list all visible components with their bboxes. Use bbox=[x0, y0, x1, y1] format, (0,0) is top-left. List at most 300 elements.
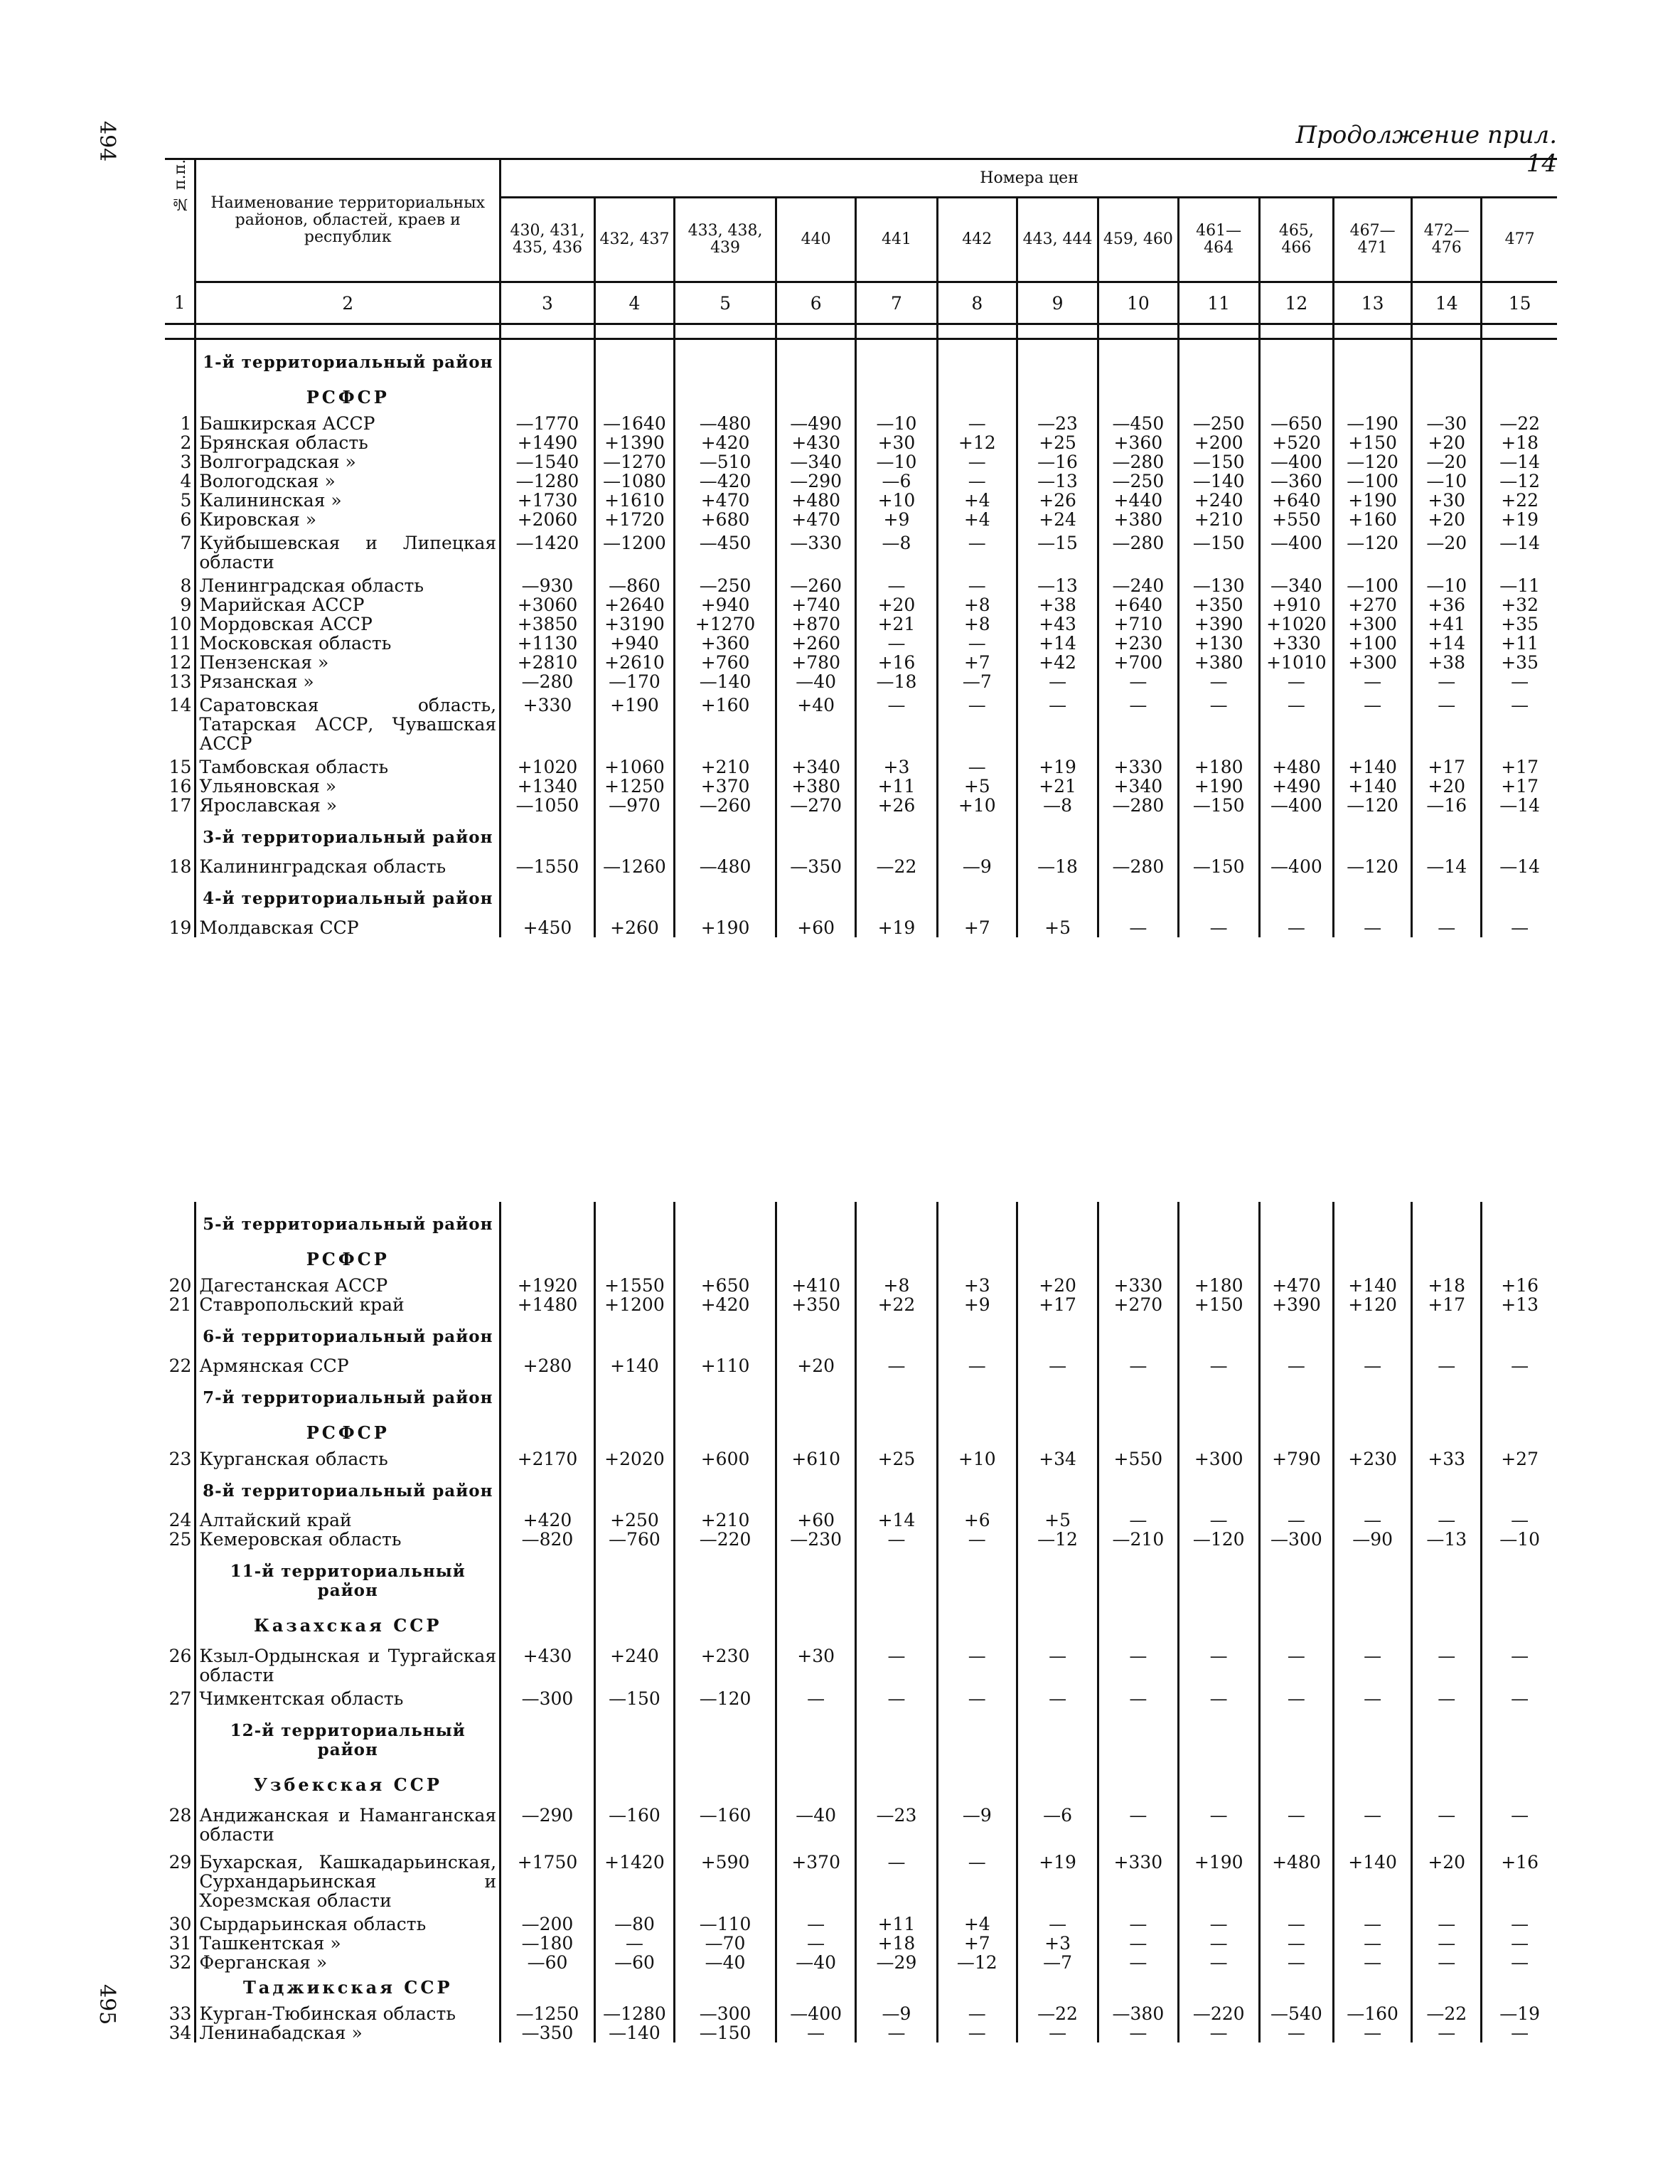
region-group-row bbox=[165, 876, 1557, 918]
empty-cell bbox=[1017, 1549, 1098, 1610]
price-adjustment-value: — bbox=[856, 691, 937, 757]
empty-cell bbox=[1333, 1469, 1411, 1511]
price-adjustment-value: — bbox=[1333, 918, 1411, 937]
territory-name: Тамбовская область bbox=[196, 757, 501, 777]
empty-cell bbox=[1482, 1972, 1557, 2004]
row-number: 25 bbox=[168, 1529, 192, 1550]
row-number bbox=[165, 1202, 196, 1244]
price-adjustment-value: — bbox=[1017, 691, 1098, 757]
empty-cell bbox=[1482, 876, 1557, 918]
price-adjustment-value: +13 bbox=[1482, 1295, 1557, 1314]
row-number bbox=[165, 1314, 196, 1356]
price-adjustment-value: +940 bbox=[594, 634, 674, 653]
table-row bbox=[165, 1356, 1557, 1375]
price-adjustment-value: — bbox=[1412, 1934, 1482, 1953]
price-adjustment-value: +240 bbox=[594, 1642, 674, 1689]
price-adjustment-value: +1610 bbox=[594, 491, 674, 510]
price-adjustment-value: — bbox=[1098, 1642, 1178, 1689]
row-number bbox=[165, 1769, 196, 1801]
territory-name: Марийская АССР bbox=[196, 595, 501, 614]
price-adjustment-value: —540 bbox=[1259, 2004, 1333, 2023]
table-row bbox=[165, 2023, 1557, 2042]
price-adjustment-value: +190 bbox=[1178, 1848, 1259, 1914]
empty-cell bbox=[1178, 1549, 1259, 1610]
price-adjustment-value: —1770 bbox=[501, 414, 595, 433]
price-adjustment-value: +2810 bbox=[501, 653, 595, 672]
empty-cell bbox=[1259, 1314, 1333, 1356]
territory-name: Алтайский край bbox=[196, 1511, 501, 1530]
price-adjustment-value: —280 bbox=[501, 672, 595, 691]
price-adjustment-value: —130 bbox=[1178, 576, 1259, 595]
price-adjustment-value: — bbox=[1017, 672, 1098, 691]
empty-cell bbox=[776, 1610, 856, 1642]
price-adjustment-value: — bbox=[1333, 1642, 1411, 1689]
empty-cell bbox=[1259, 815, 1333, 857]
price-adjustment-value: +790 bbox=[1259, 1449, 1333, 1469]
price-adjustment-value: — bbox=[1333, 672, 1411, 691]
price-adjustment-value: — bbox=[1482, 1642, 1557, 1689]
price-adjustment-value: —200 bbox=[501, 1914, 595, 1934]
price-adjustment-value: — bbox=[1017, 2023, 1098, 2042]
empty-cell bbox=[937, 1469, 1017, 1511]
price-adjustment-value: — bbox=[856, 1848, 937, 1914]
price-adjustment-value: — bbox=[856, 1530, 937, 1549]
empty-cell bbox=[675, 1469, 776, 1511]
row-number: 32 bbox=[168, 1952, 192, 1973]
price-adjustment-value: —9 bbox=[937, 857, 1017, 876]
price-adjustment-value: +120 bbox=[1333, 1295, 1411, 1314]
price-adjustment-value: — bbox=[1017, 1914, 1098, 1934]
price-adjustment-value: — bbox=[937, 452, 1017, 472]
price-adjustment-value: —150 bbox=[1178, 452, 1259, 472]
price-adjustment-value: +240 bbox=[1178, 491, 1259, 510]
price-adjustment-value: +40 bbox=[776, 691, 856, 757]
republic-label: Узбекская ССР bbox=[196, 1769, 501, 1801]
empty-cell bbox=[776, 1314, 856, 1356]
row-number: 26 bbox=[168, 1646, 192, 1666]
price-adjustment-value: —16 bbox=[1412, 796, 1482, 815]
row-number bbox=[165, 1972, 196, 2004]
price-adjustment-value: — bbox=[1098, 1801, 1178, 1848]
price-adjustment-value: —180 bbox=[501, 1934, 595, 1953]
territory-name: Мордовская АССР bbox=[196, 614, 501, 634]
empty-cell bbox=[856, 1972, 937, 2004]
row-number bbox=[165, 1375, 196, 1417]
price-adjustment-value: +420 bbox=[501, 1511, 595, 1530]
price-adjustment-value: —100 bbox=[1333, 576, 1411, 595]
territory-name: Ставропольский край bbox=[196, 1295, 501, 1314]
empty-cell bbox=[501, 339, 595, 383]
empty-cell bbox=[594, 1375, 674, 1417]
empty-cell bbox=[675, 1549, 776, 1610]
price-adjustment-value: +140 bbox=[1333, 757, 1411, 777]
price-column-header: 432, 437 bbox=[594, 198, 674, 282]
price-adjustment-value: —400 bbox=[776, 2004, 856, 2023]
empty-cell bbox=[675, 1417, 776, 1449]
row-number: 30 bbox=[168, 1914, 192, 1934]
empty-cell bbox=[1333, 1708, 1411, 1769]
price-adjustment-value: — bbox=[1412, 2023, 1482, 2042]
price-adjustment-value: +710 bbox=[1098, 614, 1178, 634]
price-adjustment-value: +4 bbox=[937, 491, 1017, 510]
price-adjustment-value: +140 bbox=[594, 1356, 674, 1375]
price-adjustment-value: —7 bbox=[1017, 1953, 1098, 1972]
price-adjustment-value: +330 bbox=[1098, 757, 1178, 777]
price-adjustment-value: —23 bbox=[1017, 414, 1098, 433]
table-row bbox=[165, 2004, 1557, 2023]
price-adjustment-value: —280 bbox=[1098, 796, 1178, 815]
price-adjustment-value: —1050 bbox=[501, 796, 595, 815]
empty-cell bbox=[1098, 1708, 1178, 1769]
price-adjustment-value: +260 bbox=[594, 918, 674, 937]
row-number bbox=[165, 339, 196, 383]
price-adjustment-value: +150 bbox=[1178, 1295, 1259, 1314]
price-adjustment-value: — bbox=[937, 576, 1017, 595]
spacer-cell bbox=[1098, 324, 1178, 339]
price-adjustment-value: —18 bbox=[1017, 857, 1098, 876]
empty-cell bbox=[937, 876, 1017, 918]
empty-cell bbox=[776, 815, 856, 857]
row-number bbox=[165, 382, 196, 414]
empty-cell bbox=[1412, 1769, 1482, 1801]
price-adjustment-value: —9 bbox=[937, 1801, 1017, 1848]
empty-cell bbox=[1333, 1549, 1411, 1610]
price-column-header: 459, 460 bbox=[1098, 198, 1178, 282]
empty-cell bbox=[776, 1708, 856, 1769]
row-number: 9 bbox=[180, 595, 192, 615]
price-adjustment-value: —270 bbox=[776, 796, 856, 815]
row-number bbox=[165, 1469, 196, 1511]
territory-name: Калининская » bbox=[196, 491, 501, 510]
price-adjustment-value: — bbox=[937, 2004, 1017, 2023]
empty-cell bbox=[501, 1549, 595, 1610]
empty-cell bbox=[1412, 1972, 1482, 2004]
empty-cell bbox=[856, 1417, 937, 1449]
spacer-cell bbox=[501, 324, 595, 339]
empty-cell bbox=[1178, 1202, 1259, 1244]
empty-cell bbox=[1098, 876, 1178, 918]
empty-cell bbox=[1017, 339, 1098, 383]
table-row bbox=[165, 1934, 1557, 1953]
price-adjustment-value: — bbox=[1098, 672, 1178, 691]
price-adjustment-value: +410 bbox=[776, 1276, 856, 1295]
price-adjustment-value: +160 bbox=[1333, 510, 1411, 529]
price-adjustment-value: —1540 bbox=[501, 452, 595, 472]
table-row bbox=[165, 1295, 1557, 1314]
table-row bbox=[165, 1276, 1557, 1295]
territory-name: Ленинабадская » bbox=[196, 2023, 501, 2042]
row-number: 33 bbox=[168, 2003, 192, 2024]
price-adjustment-value: +18 bbox=[1482, 433, 1557, 452]
empty-cell bbox=[1412, 815, 1482, 857]
price-adjustment-value: +480 bbox=[776, 491, 856, 510]
price-adjustment-value: +20 bbox=[776, 1356, 856, 1375]
price-adjustment-value: — bbox=[1259, 1642, 1333, 1689]
price-adjustment-value: +550 bbox=[1098, 1449, 1178, 1469]
price-adjustment-value: +470 bbox=[776, 510, 856, 529]
empty-cell bbox=[1482, 1610, 1557, 1642]
price-adjustment-value: —400 bbox=[1259, 857, 1333, 876]
empty-cell bbox=[1482, 1202, 1557, 1244]
price-adjustment-value: — bbox=[1333, 1689, 1411, 1708]
empty-cell bbox=[594, 815, 674, 857]
price-adjustment-value: — bbox=[1017, 1642, 1098, 1689]
price-adjustment-value: +19 bbox=[1017, 757, 1098, 777]
spacer-cell bbox=[776, 324, 856, 339]
price-adjustment-value: — bbox=[937, 757, 1017, 777]
empty-cell bbox=[776, 1202, 856, 1244]
price-adjustment-value: — bbox=[1098, 2023, 1178, 2042]
region-group-row bbox=[165, 1202, 1557, 1244]
empty-cell bbox=[1482, 815, 1557, 857]
spacer-cell bbox=[937, 324, 1017, 339]
empty-cell bbox=[501, 876, 595, 918]
region-group-label: 8-й территориальный район bbox=[196, 1469, 501, 1511]
empty-cell bbox=[856, 1610, 937, 1642]
price-adjustment-value: +5 bbox=[1017, 1511, 1098, 1530]
table-row bbox=[165, 672, 1557, 691]
price-adjustment-value: —290 bbox=[501, 1801, 595, 1848]
price-adjustment-value: +590 bbox=[675, 1848, 776, 1914]
price-adjustment-value: — bbox=[1178, 1934, 1259, 1953]
price-adjustment-value: —40 bbox=[776, 1953, 856, 1972]
price-adjustment-value: +1750 bbox=[501, 1848, 595, 1914]
price-adjustment-value: —250 bbox=[675, 576, 776, 595]
price-adjustment-value: +1130 bbox=[501, 634, 595, 653]
territory-name: Кировская » bbox=[196, 510, 501, 529]
price-adjustment-value: +390 bbox=[1178, 614, 1259, 634]
column-number: 4 bbox=[594, 282, 674, 324]
table-row bbox=[165, 491, 1557, 510]
price-adjustment-value: +1060 bbox=[594, 757, 674, 777]
price-adjustment-value: —18 bbox=[856, 672, 937, 691]
territory-name: Курган-Тюбинская область bbox=[196, 2004, 501, 2023]
price-adjustment-value: — bbox=[1412, 672, 1482, 691]
empty-cell bbox=[1098, 1202, 1178, 1244]
table-row bbox=[165, 472, 1557, 491]
price-adjustment-value: — bbox=[937, 472, 1017, 491]
empty-cell bbox=[501, 1202, 595, 1244]
price-adjustment-value: — bbox=[1482, 1689, 1557, 1708]
empty-cell bbox=[856, 815, 937, 857]
price-adjustment-value: —1280 bbox=[594, 2004, 674, 2023]
price-adjustment-value: —22 bbox=[1482, 414, 1557, 433]
price-adjustment-value: — bbox=[937, 1642, 1017, 1689]
territory-name: Пензенская » bbox=[196, 653, 501, 672]
spacer-cell bbox=[1017, 324, 1098, 339]
empty-cell bbox=[675, 382, 776, 414]
empty-cell bbox=[1333, 1417, 1411, 1449]
column-number: 9 bbox=[1017, 282, 1098, 324]
empty-cell bbox=[937, 1244, 1017, 1276]
price-adjustment-value: —290 bbox=[776, 472, 856, 491]
price-adjustment-value: +250 bbox=[594, 1511, 674, 1530]
price-adjustment-value: +17 bbox=[1412, 757, 1482, 777]
empty-cell bbox=[937, 339, 1017, 383]
price-adjustment-value: — bbox=[937, 634, 1017, 653]
price-adjustment-value: —1420 bbox=[501, 529, 595, 576]
price-column-header: 441 bbox=[856, 198, 937, 282]
price-adjustment-value: — bbox=[1333, 1934, 1411, 1953]
price-adjustment-value: +16 bbox=[1482, 1848, 1557, 1914]
column-number: 1 bbox=[165, 282, 196, 324]
empty-cell bbox=[1412, 339, 1482, 383]
empty-cell bbox=[675, 1769, 776, 1801]
price-adjustment-value: +10 bbox=[937, 1449, 1017, 1469]
row-number: 22 bbox=[168, 1355, 192, 1376]
price-adjustment-value: —230 bbox=[776, 1530, 856, 1549]
region-group-label: 3-й территориальный район bbox=[196, 815, 501, 857]
price-adjustment-value: — bbox=[1259, 1801, 1333, 1848]
empty-cell bbox=[1259, 1708, 1333, 1769]
price-adjustment-value: +22 bbox=[1482, 491, 1557, 510]
price-adjustment-value: — bbox=[1412, 1801, 1482, 1848]
price-adjustment-value: — bbox=[776, 1934, 856, 1953]
price-adjustment-value: +350 bbox=[776, 1295, 856, 1314]
table-row bbox=[165, 595, 1557, 614]
empty-cell bbox=[1017, 1708, 1098, 1769]
empty-cell bbox=[1482, 1375, 1557, 1417]
price-adjustment-value: +21 bbox=[1017, 777, 1098, 796]
price-column-header: 443, 444 bbox=[1017, 198, 1098, 282]
empty-cell bbox=[1482, 1469, 1557, 1511]
republic-label: РСФСР bbox=[196, 382, 501, 414]
empty-cell bbox=[856, 1314, 937, 1356]
empty-cell bbox=[1482, 1769, 1557, 1801]
price-adjustment-value: — bbox=[856, 1642, 937, 1689]
price-adjustment-value: —400 bbox=[1259, 452, 1333, 472]
price-column-header: 433, 438, 439 bbox=[675, 198, 776, 282]
table-row bbox=[165, 691, 1557, 757]
price-adjustment-value: — bbox=[1333, 1511, 1411, 1530]
empty-cell bbox=[856, 1469, 937, 1511]
territory-name: Кемеровская область bbox=[196, 1530, 501, 1549]
price-adjustment-value: —1080 bbox=[594, 472, 674, 491]
empty-cell bbox=[1017, 1610, 1098, 1642]
territory-name: Кзыл-Ордынская и Тургайская области bbox=[196, 1642, 501, 1689]
empty-cell bbox=[1412, 1417, 1482, 1449]
price-adjustment-value: +520 bbox=[1259, 433, 1333, 452]
row-number: 8 bbox=[180, 575, 192, 596]
empty-cell bbox=[1017, 1417, 1098, 1449]
empty-cell bbox=[594, 1202, 674, 1244]
price-column-header: 467—471 bbox=[1333, 198, 1411, 282]
price-adjustment-value: —30 bbox=[1412, 414, 1482, 433]
table-row bbox=[165, 529, 1557, 576]
row-number: 1 bbox=[180, 413, 192, 434]
table-row bbox=[165, 433, 1557, 452]
price-adjustment-value: —240 bbox=[1098, 576, 1178, 595]
price-adjustment-value: +6 bbox=[937, 1511, 1017, 1530]
price-adjustment-value: —650 bbox=[1259, 414, 1333, 433]
empty-cell bbox=[501, 1314, 595, 1356]
price-adjustment-value: +380 bbox=[1178, 653, 1259, 672]
price-adjustment-value: — bbox=[856, 1356, 937, 1375]
price-adjustment-value: +11 bbox=[856, 777, 937, 796]
table-row bbox=[165, 1801, 1557, 1848]
price-column-header: 477 bbox=[1482, 198, 1557, 282]
empty-cell bbox=[1259, 1610, 1333, 1642]
empty-cell bbox=[501, 1244, 595, 1276]
price-adjustment-value: +210 bbox=[675, 1511, 776, 1530]
price-adjustment-value: +3 bbox=[856, 757, 937, 777]
price-adjustment-value: +180 bbox=[1178, 1276, 1259, 1295]
price-adjustment-value: +60 bbox=[776, 1511, 856, 1530]
empty-cell bbox=[1098, 1549, 1178, 1610]
price-adjustment-value: — bbox=[856, 576, 937, 595]
empty-cell bbox=[937, 815, 1017, 857]
row-number: 23 bbox=[168, 1449, 192, 1469]
price-adjustment-value: —350 bbox=[501, 2023, 595, 2042]
price-adjustment-value: —360 bbox=[1259, 472, 1333, 491]
price-adjustment-value: — bbox=[1098, 918, 1178, 937]
table-row bbox=[165, 452, 1557, 472]
price-adjustment-value: — bbox=[1412, 1511, 1482, 1530]
empty-cell bbox=[776, 382, 856, 414]
empty-cell bbox=[1178, 339, 1259, 383]
price-adjustment-value: +30 bbox=[776, 1642, 856, 1689]
price-adjustment-value: —1640 bbox=[594, 414, 674, 433]
price-adjustment-value: — bbox=[1017, 1356, 1098, 1375]
region-group-label: 7-й территориальный район bbox=[196, 1375, 501, 1417]
empty-cell bbox=[1259, 1417, 1333, 1449]
price-adjustment-value: —120 bbox=[1333, 796, 1411, 815]
empty-cell bbox=[501, 1469, 595, 1511]
price-adjustment-value: — bbox=[1098, 1914, 1178, 1934]
column-number: 8 bbox=[937, 282, 1017, 324]
price-adjustment-value: +18 bbox=[1412, 1276, 1482, 1295]
empty-cell bbox=[856, 876, 937, 918]
price-adjustment-value: — bbox=[1333, 691, 1411, 757]
price-adjustment-value: —1260 bbox=[594, 857, 674, 876]
price-adjustment-value: +340 bbox=[776, 757, 856, 777]
price-adjustment-value: —110 bbox=[675, 1914, 776, 1934]
price-adjustment-value: +330 bbox=[1098, 1848, 1178, 1914]
price-adjustment-value: —510 bbox=[675, 452, 776, 472]
price-adjustment-value: —23 bbox=[856, 1801, 937, 1848]
empty-cell bbox=[937, 382, 1017, 414]
row-number: 5 bbox=[180, 490, 192, 511]
price-adjustment-value: — bbox=[1333, 1953, 1411, 1972]
table-row bbox=[165, 1530, 1557, 1549]
price-adjustment-value: +780 bbox=[776, 653, 856, 672]
row-number: 19 bbox=[168, 917, 192, 938]
region-group-label: 1-й территориальный район bbox=[196, 339, 501, 383]
price-adjustment-value: —8 bbox=[856, 529, 937, 576]
price-adjustment-value: +32 bbox=[1482, 595, 1557, 614]
price-adjustment-value: +870 bbox=[776, 614, 856, 634]
empty-cell bbox=[1098, 1769, 1178, 1801]
empty-cell bbox=[1259, 876, 1333, 918]
territory-name: Бухарская, Кашкадарьинская, Сурхандарьинская и Хорезмская области bbox=[196, 1848, 501, 1914]
empty-cell bbox=[1412, 382, 1482, 414]
region-group-row bbox=[165, 339, 1557, 383]
price-adjustment-value: +41 bbox=[1412, 614, 1482, 634]
price-adjustment-value: +20 bbox=[856, 595, 937, 614]
price-adjustment-value: +1730 bbox=[501, 491, 595, 510]
row-number: 24 bbox=[168, 1510, 192, 1530]
col-header-number: № п.п. bbox=[171, 159, 190, 213]
price-adjustment-value: +19 bbox=[1482, 510, 1557, 529]
table-row bbox=[165, 1953, 1557, 1972]
price-adjustment-value: +450 bbox=[501, 918, 595, 937]
price-adjustment-value: +910 bbox=[1259, 595, 1333, 614]
empty-cell bbox=[1017, 876, 1098, 918]
empty-cell bbox=[675, 1314, 776, 1356]
empty-cell bbox=[1412, 1202, 1482, 1244]
price-adjustment-value: —80 bbox=[594, 1914, 674, 1934]
region-group-label: 6-й территориальный район bbox=[196, 1314, 501, 1356]
